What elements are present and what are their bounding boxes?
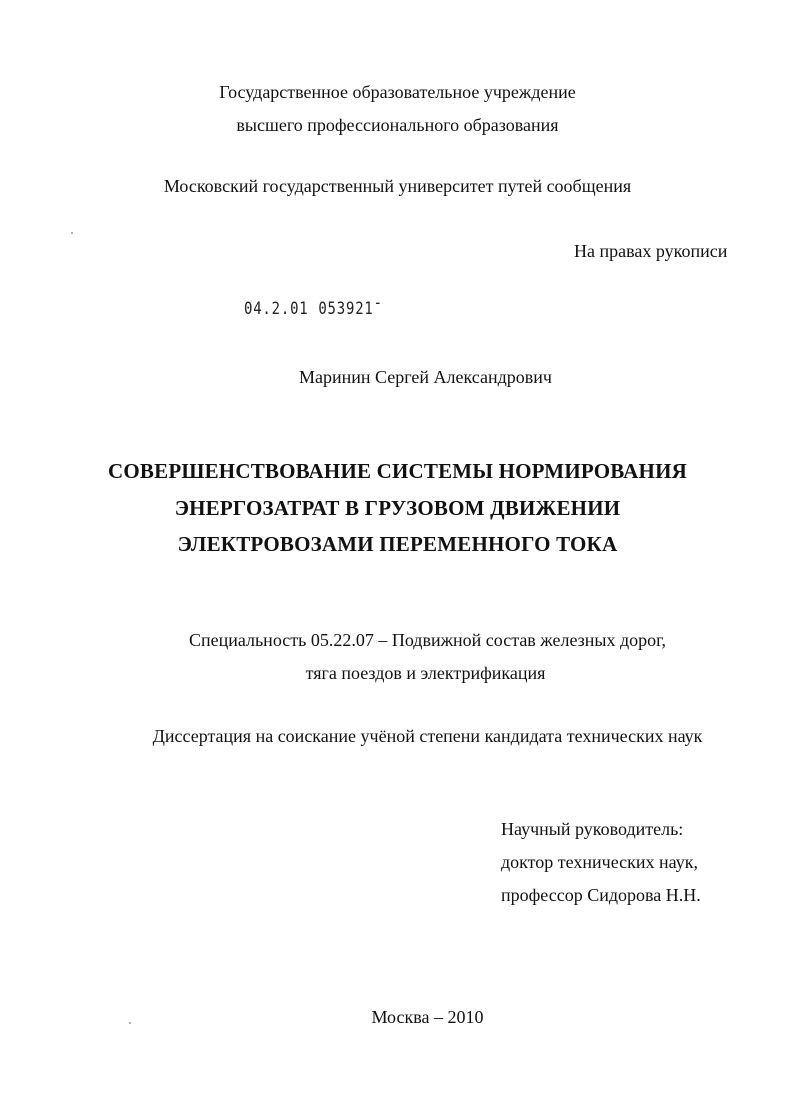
specialty-line-2: тяга поездов и электрификация: [305, 663, 546, 683]
title-line-3: ЭЛЕКТРОВОЗАМИ ПЕРЕМЕННОГО ТОКА: [177, 532, 618, 556]
stamp-mark: -: [373, 293, 383, 313]
city-year: Москва – 2010: [371, 1007, 484, 1027]
scan-speck: [71, 232, 73, 234]
scan-speck: [129, 1022, 131, 1024]
supervisor-degree: доктор технических наук,: [501, 852, 698, 872]
rights-note: На правах рукописи: [574, 241, 728, 261]
author-name: Маринин Сергей Александрович: [299, 367, 552, 387]
supervisor-name: профессор Сидорова Н.Н.: [501, 885, 701, 905]
title-line-2: ЭНЕРГОЗАТРАТ В ГРУЗОВОМ ДВИЖЕНИИ: [174, 496, 621, 520]
institution-line-2: высшего профессионального образования: [236, 115, 559, 135]
university-name: Московский государственный университет путей сообщения: [163, 176, 632, 196]
degree-statement: Диссертация на соискание учёной степени кандидата технических наук: [152, 726, 703, 746]
stamp-code: 04.2.01: [244, 299, 309, 319]
title-line-1: СОВЕРШЕНСТВОВАНИЕ СИСТЕМЫ НОРМИРОВАНИЯ: [108, 459, 687, 483]
specialty-line-1: Специальность 05.22.07 – Подвижной состав железных дорог,: [188, 630, 667, 650]
stamp-number: 053921: [318, 299, 374, 319]
supervisor-label: Научный руководитель:: [501, 819, 684, 839]
registration-stamp: [244, 293, 383, 319]
institution-line-1: Государственное образовательное учреждение: [219, 82, 576, 102]
